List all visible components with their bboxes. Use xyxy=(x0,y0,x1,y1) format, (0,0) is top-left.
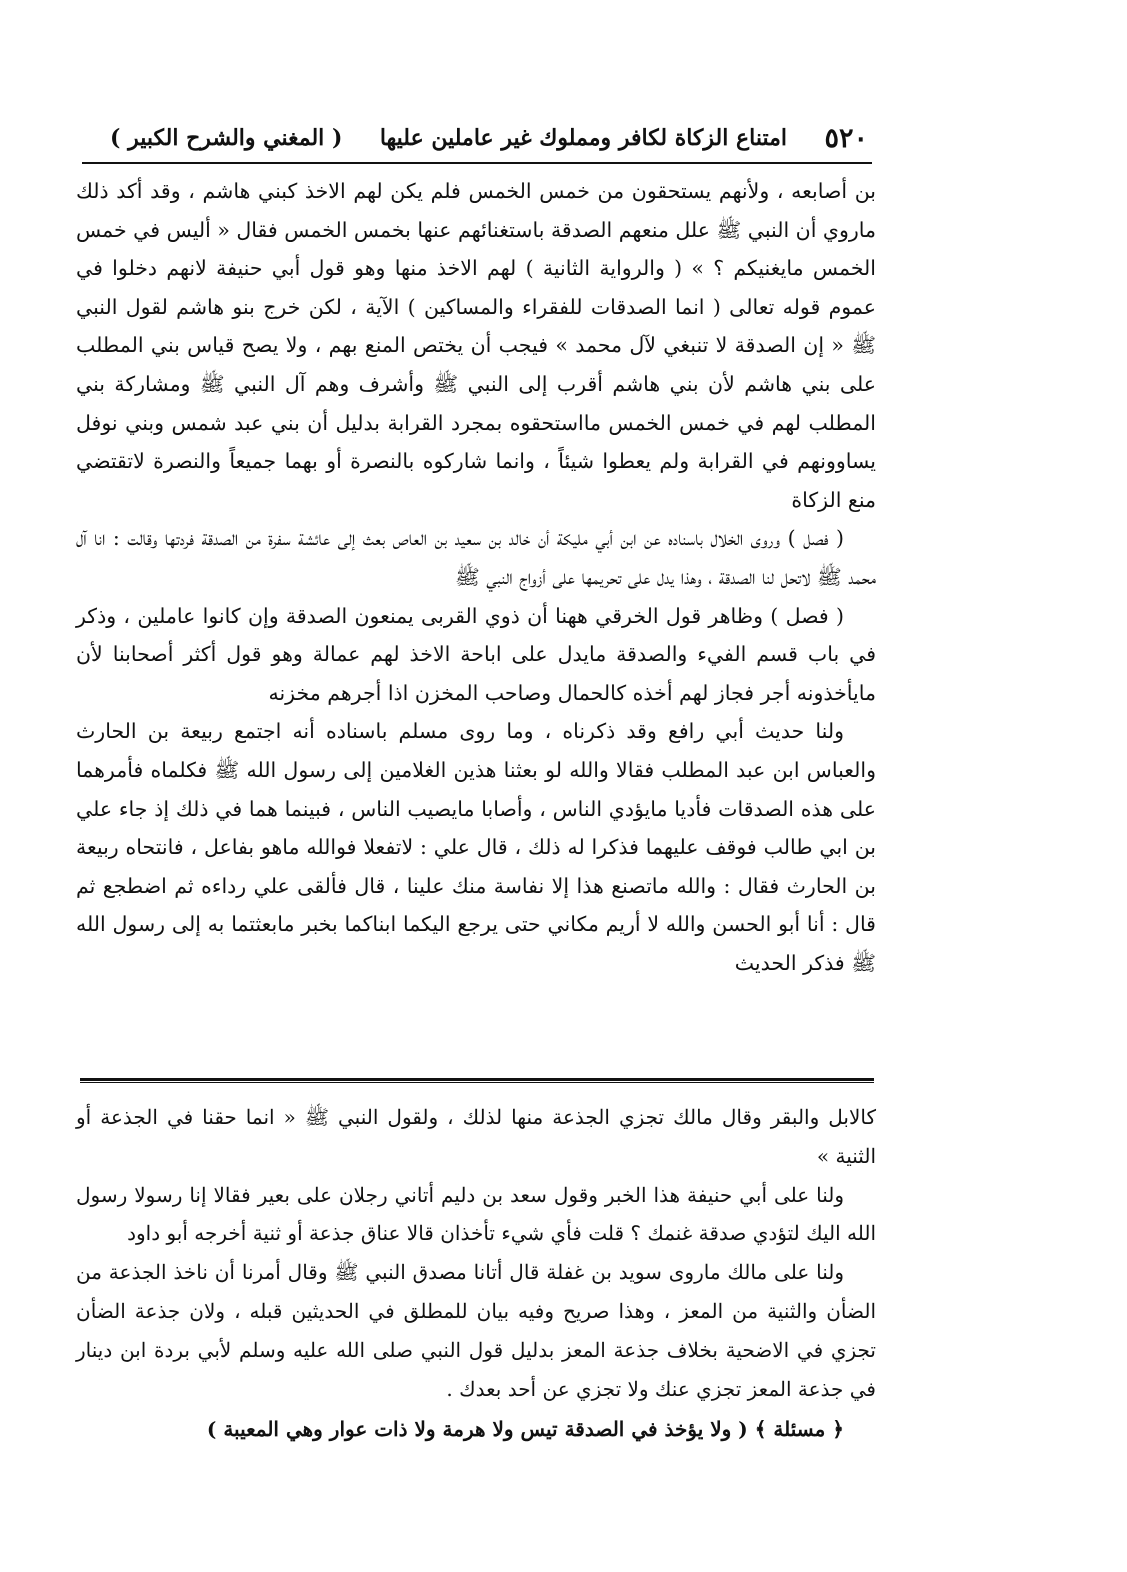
main-text xyxy=(76,172,876,982)
lower-paragraph: كالابل والبقر وقال مالك تجزي الجذعة منها لذلك ، ولقول النبي ﷺ « انما حقنا في الجذعة أو الثنية » xyxy=(76,1105,876,1168)
main-paragraph: ولنا حديث أبي رافع وقد ذكرناه ، وما روى مسلم باسناده أنه اجتمع ربيعة بن الحارث والعباس ابن عبد المطلب فقالا والله لو بعثنا هذين الغلامين إلى رسول الله ﷺ فكلماه فأمرهما على هذه الصدقات فأديا مايؤدي الناس ، وأصابا مايصيب الناس ، فبينما هما في ذلك إذ جاء علي بن ابي طالب فوقف عليهما فذكرا له ذلك ، قال علي : لاتفعلا فوالله ماهو بفاعل ، فانتحاه ربيعة بن الحارث فقال : والله ماتصنع هذا إلا نفاسة منك علينا ، قال فألقى علي رداءه ثم اضطجع ثم قال : أنا أبو الحسن والله لا أريم مكاني حتى يرجع اليكما ابناكما بخبر مابعثتما به إلى رسول الله ﷺ فذكر الحديث xyxy=(76,719,876,975)
running-title: امتناع الزكاة لكافر ومملوك غير عاملين عليها xyxy=(379,125,788,151)
page-header xyxy=(110,118,868,158)
page-number: ٥٢٠ xyxy=(824,122,868,154)
book-title: ( المغني والشرح الكبير ) xyxy=(110,125,343,151)
header-rule xyxy=(82,162,872,164)
lower-paragraph: ولنا على أبي حنيفة هذا الخبر وقول سعد بن دليم أتاني رجلان على بعير فقالا إنا رسولا رسول الله اليك لتؤدي صدقة غنمك ؟ قلت فأي شيء تأخذان قالا عناق جذعة أو ثنية أخرجه أبو داود xyxy=(76,1182,876,1246)
lower-text xyxy=(76,1098,876,1449)
main-paragraph: ( فصل ) وظاهر قول الخرقي ههنا أن ذوي القربى يمنعون الصدقة وإن كانوا عاملين ، وذكر في باب قسم الفيء والصدقة مايدل على اباحة الاخذ لهم عمالة وهو قول أكثر أصحابنا لأن مايأخذونه أجر فجاز لهم أخذه كالحمال وصاحب المخزن اذا أجرهم مخزنه xyxy=(76,603,876,705)
main-paragraph: ( فصل ) وروى الخلال باسناده عن ابن أبي مليكة أن خالد بن سعيد بن العاص بعث إلى عائشة سفرة من الصدقة فردتها وقالت : انا آل محمد ﷺ لاتحل لنا الصدقة ، وهذا يدل على تحريمها على أزواج النبي ﷺ xyxy=(76,526,876,589)
main-paragraph: بن أصابعه ، ولأنهم يستحقون من خمس الخمس فلم يكن لهم الاخذ كبني هاشم ، وقد أكد ذلك ماروي أن النبي ﷺ علل منعهم الصدقة باستغنائهم عنها بخمس الخمس فقال « أليس في خمس الخمس مايغنيكم ؟ » ( والرواية الثانية ) لهم الاخذ منها وهو قول أبي حنيفة لانهم دخلوا في عموم قوله تعالى ( انما الصدقات للفقراء والمساكين ) الآية ، لكن خرج بنو هاشم لقول النبي ﷺ « إن الصدقة لا تنبغي لآل محمد » فيجب أن يختص المنع بهم ، ولا يصح قياس بني المطلب على بني هاشم لأن بني هاشم أقرب إلى النبي ﷺ وأشرف وهم آل النبي ﷺ ومشاركة بني المطلب لهم في خمس الخمس مااستحقوه بمجرد القرابة بدليل أن بني عبد شمس وبني نوفل يساوونهم في القرابة ولم يعطوا شيئاً ، وانما شاركوه بالنصرة أو بهما جميعاً والنصرة لاتقتضي منع الزكاة xyxy=(76,179,877,512)
section-divider xyxy=(80,1078,874,1083)
lower-paragraph: ولنا على مالك ماروى سويد بن غفلة قال أتانا مصدق النبي ﷺ وقال أمرنا أن ناخذ الجذعة من الضأن والثنية من المعز ، وهذا صريح وفيه بيان للمطلق في الحديثين قبله ، ولان جذعة الضأن تجزي في الاضحية بخلاف جذعة المعز بدليل قول النبي صلى الله عليه وسلم لأبي بردة ابن دينار في جذعة المعز تجزي عنك ولا تجزي عن أحد بعدك . xyxy=(76,1260,876,1401)
issue-heading: ﴿ مسئلة ﴾ ( ولا يؤخذ في الصدقة تيس ولا هرمة ولا ذات عوار وهي المعيبة ) xyxy=(206,1417,844,1442)
